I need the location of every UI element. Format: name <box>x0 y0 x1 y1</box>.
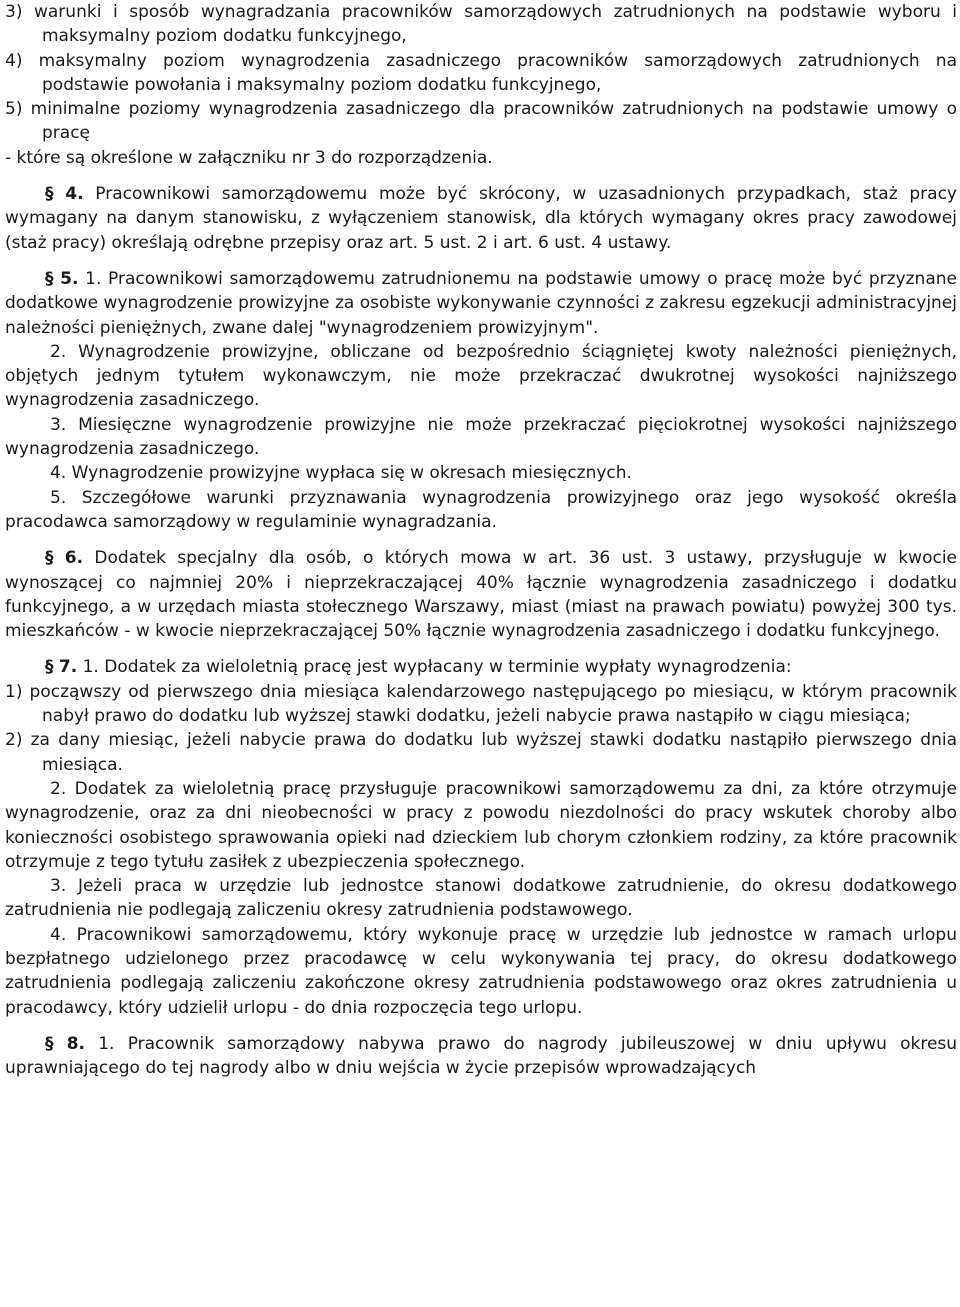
list-item-4: 4) maksymalny poziom wynagrodzenia zasadniczego pracowników samorządowych zatrudnionych na podstawie powołania i maksymalny poziom dodatku funkcyjnego, <box>5 50 957 95</box>
section-7-para-2: 2. Dodatek za wieloletnią pracę przysługuje pracownikowi samorządowemu za dni, za które otrzymuje wynagrodzenie, oraz za dni nieobecności w pracy z powodu niezdolności do pracy wskutek choroby albo konieczności osobistego sprawowania opieki nad dzieckiem lub chorym członkiem rodziny, za które pracownik otrzymuje z tego tytułu zasiłek z ubezpieczenia społecznego. <box>5 778 957 872</box>
section-sign: § <box>45 268 54 289</box>
document-page <box>5 0 957 1080</box>
section-number: 8. <box>66 1033 86 1054</box>
section-sign: § <box>45 657 54 678</box>
section-4 <box>5 182 957 255</box>
section-6 <box>5 546 957 643</box>
section-5-para-4: 4. Wynagrodzenie prowizyjne wypłaca się w okresach miesięcznych. <box>50 463 632 484</box>
section-sign: § <box>45 184 54 205</box>
section-5-para-1 <box>5 267 957 340</box>
list-tail: - które są określone w załączniku nr 3 do rozporządzenia. <box>5 147 493 168</box>
section-number: 4. <box>65 184 84 205</box>
section-number: 7. <box>58 657 78 678</box>
section-number: 5. <box>60 268 79 289</box>
section-8-para-1 <box>5 1032 957 1081</box>
section-sign: § <box>45 548 54 569</box>
section-number: 6. <box>64 548 84 569</box>
section-text: Dodatek specjalny dla osób, o których mowa w art. 36 ust. 3 ustawy, przysługuje w kwocie wynoszącej co najmniej 20% i nieprzekraczającej 40% łącznie wynagrodzenia zasadniczego i dodatku funkcyjnego, a w urzędach miasta stołecznego Warszawy, miast (miast na prawach powiatu) powyżej 300 tys. mieszkańców - w kwocie nieprzekraczającej 50% łącznie wynagrodzenia zasadniczego i dodatku funkcyjnego. <box>5 548 957 642</box>
section-5-para-2: 2. Wynagrodzenie prowizyjne, obliczane od bezpośrednio ściągniętej kwoty należności pieniężnych, objętych jednym tytułem wykonawczym, nie może przekraczać dwukrotnej wysokości najniższego wynagrodzenia zasadniczego. <box>5 341 957 411</box>
section-5-para-3: 3. Miesięczne wynagrodzenie prowizyjne nie może przekraczać pięciokrotnej wysokości najniższego wynagrodzenia zasadniczego. <box>5 414 957 460</box>
list-item-5: 5) minimalne poziomy wynagrodzenia zasadniczego dla pracowników zatrudnionych na podstawie umowy o pracę <box>5 99 957 144</box>
para-text: Pracownikowi samorządowemu zatrudnionemu na podstawie umowy o pracę może być przyznane dodatkowe wynagrodzenie prowizyjne za osobiste wykonywanie czynności z zakresu egzekucji administracyjnej należności pieniężnych, zwane dalej "wynagrodzeniem prowizyjnym". <box>5 268 957 338</box>
section-7-item-1: 1) począwszy od pierwszego dnia miesiąca kalendarzowego następującego po miesiącu, w którym pracownik nabył prawo do dodatku lub wyższej stawki dodatku, jeżeli nabycie prawa nastąpiło w ciągu miesiąca; <box>5 681 957 727</box>
section-7-para-4: 4. Pracownikowi samorządowemu, który wykonuje pracę w urzędzie lub jednostce w ramach urlopu bezpłatnego udzielonego przez pracodawcę w celu wykonywania tej pracy, do okresu dodatkowego zatrudnienia podlegają zaliczeniu zakończone okresy zatrudnienia podstawowego oraz okres zatrudnienia u pracodawcy, który udzielił urlopu - do dnia rozpoczęcia tego urlopu. <box>5 924 957 1018</box>
section-7-item-2: 2) za dany miesiąc, jeżeli nabycie prawa do dodatku lub wyższej stawki dodatku nastąpiło pierwszego dnia miesiąca. <box>5 730 957 775</box>
para-number: 1. <box>98 1033 115 1054</box>
para-text: Dodatek za wieloletnią pracę jest wypłacany w terminie wypłaty wynagrodzenia: <box>104 657 792 678</box>
list-item-3: 3) warunki i sposób wynagradzania pracowników samorządowych zatrudnionych na podstawie wyboru i maksymalny poziom dodatku funkcyjnego, <box>5 2 957 47</box>
para-number: 1. <box>82 657 99 678</box>
para-number: 1. <box>85 268 102 289</box>
para-text: Pracownik samorządowy nabywa prawo do nagrody jubileuszowej w dniu upływu okresu uprawniającego do tej nagrody albo w dniu wejścia w życie przepisów wprowadzających <box>5 1033 958 1079</box>
section-sign: § <box>45 1033 54 1054</box>
section-text: Pracownikowi samorządowemu może być skrócony, w uzasadnionych przypadkach, staż pracy wymagany na danym stanowisku, z wyłączeniem stanowisk, dla których wymagany okres pracy zawodowej (staż pracy) określają odrębne przepisy oraz art. 5 ust. 2 i art. 6 ust. 4 ustawy. <box>5 184 957 253</box>
section-7-para-3: 3. Jeżeli praca w urzędzie lub jednostce stanowi dodatkowe zatrudnienie, do okresu dodatkowego zatrudnienia nie podlegają zaliczeniu okresy zatrudnienia podstawowego. <box>5 876 957 921</box>
section-5-para-5: 5. Szczegółowe warunki przyznawania wynagrodzenia prowizyjnego oraz jego wysokość określa pracodawca samorządowy w regulaminie wynagradzania. <box>5 487 957 532</box>
section-7-para-1 <box>5 655 957 679</box>
